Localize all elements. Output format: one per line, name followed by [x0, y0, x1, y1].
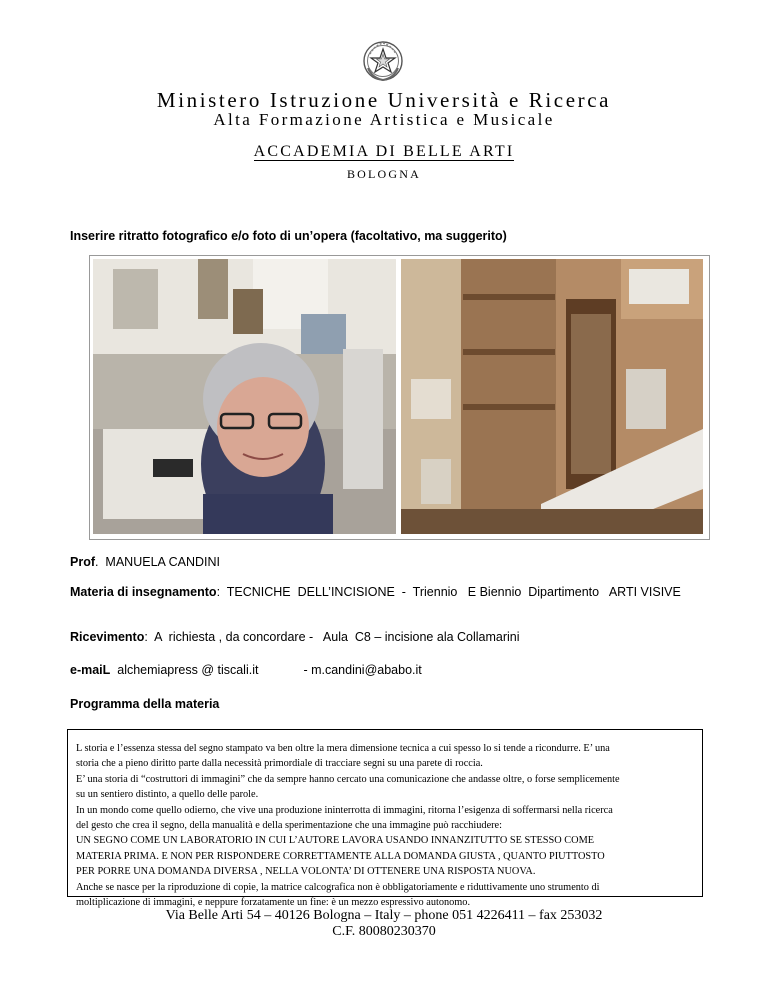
email-link-1[interactable]: alchemiapress @ tiscali.it — [117, 663, 259, 677]
email-line: e-maiL alchemiapress @ tiscali.it - m.candini@ababo.it — [70, 663, 422, 677]
program-title: Programma della materia — [70, 697, 220, 711]
footer-tax-code: C.F. 80080230370 — [332, 924, 436, 939]
city-label: BOLOGNA — [346, 167, 422, 181]
reception-line: Ricevimento: A richiesta , da concordare - Aula C8 – incisione ala Collamarini — [70, 630, 520, 644]
ministry-title: Ministero Istruzione Università e Ricerca — [156, 88, 612, 112]
photo-caption: Inserire ritratto fotografico e/o foto di un’opera (facoltativo, ma suggerito) — [70, 229, 507, 243]
afam-subtitle: Alta Formazione Artistica e Musicale — [213, 110, 555, 129]
academy-title: ACCADEMIA DI BELLE ARTI — [253, 143, 515, 160]
program-box — [67, 729, 703, 909]
footer-address: Via Belle Arti 54 – 40126 Bologna – Italy – phone 051 4226411 – fax 253032 — [165, 908, 603, 923]
workshop-photo — [401, 259, 703, 534]
email-link-2[interactable]: - m.candini@ababo.it — [303, 663, 422, 677]
program-text: L storia e l’essenza stessa del segno stampato va ben oltre la mera dimensione tecnica a cui spesso lo si tende a ricondurre. E’ una storia che a pieno diritto parte dalla necessità primordiale di tracciare segni su una parete di roccia. E’ una storia di “costruttori di immagini” che da sempre hanno cercato una comunicazione che andasse oltre, o forse semplicemente su un sentiero distinto, a quello delle parole. In un mondo come quello odierno, che vive una produzione ininterrotta di immagini, ritorna l’esigenza di soffermarsi nella ricerca del gesto che crea il segno, della manualità e della sperimentazione che una immagine può racchiudere: UN SEGNO COME UN LABORATORIO IN CUI L’AUTORE LAVORA USANDO INNANZITUTTO SE STESSO COME MATERIA PRIMA. E NON PER RISPONDERE CORRETTAMENTE ALLA DOMANDA GIUSTA , QUANTO PIUTTOSTO PER PORRE UNA DOMANDA DIVERSA , NELLA VOLONTA’ DI OTTENERE UNA RISPOSTA NUOVA. Anche se nasce per la riproduzione di copie, la matrice calcografica non è obbligatoriamente e riduttivamente uno strumento di moltiplicazione di immagini, e neppure forzatamente un fine: è un mezzo espressivo autonomo. — [76, 743, 620, 909]
republic-emblem-icon — [362, 40, 404, 82]
portrait-photo — [93, 259, 396, 534]
subject-line: Materia di insegnamento: TECNICHE DELL’INCISIONE - Triennio E Biennio Dipartimento ARTI VISIVE — [70, 585, 681, 599]
professor-line: Prof. MANUELA CANDINI — [70, 555, 221, 569]
